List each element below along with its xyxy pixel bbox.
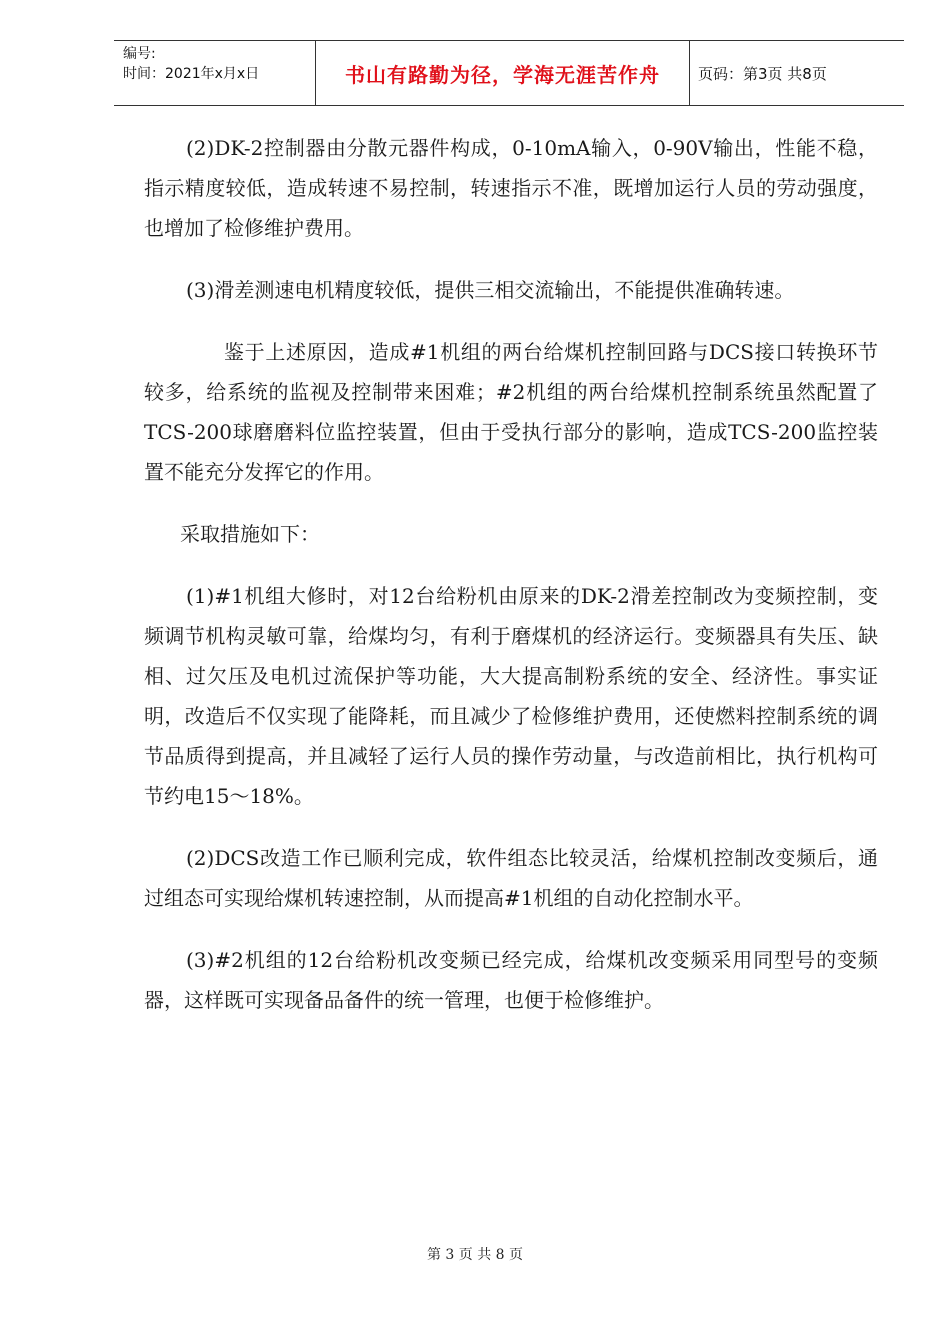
document-time-label: 时间：2021年x月x日 — [123, 66, 260, 82]
paragraph: (3)滑差测速电机精度较低，提供三相交流输出，不能提供准确转速。 — [186, 278, 795, 302]
header-motto: 书山有路勤为径，学海无涯苦作舟 — [316, 41, 690, 105]
header-meta — [114, 41, 316, 105]
paragraph: (1)#1机组大修时，对12台给粉机由原来的DK-2滑差控制改为变频控制，变频调节机构灵敏可靠，给煤均匀，有利于磨煤机的经济运行。变频器具有失压、缺相、过欠压及电机过流保护等功能，大大提高制粉系统的安全、经济性。事实证明，改造后不仅实现了能降耗，而且减少了检修维护费用，还使燃料控制系统的调节品质得到提高，并且减轻了运行人员的操作劳动量，与改造前相比，执行机构可节约电15～18%。 — [144, 584, 878, 808]
paragraph: 采取措施如下： — [180, 522, 320, 546]
page-footer: 第 3 页 共 8 页 — [426, 1247, 524, 1263]
paragraph: (2)DK-2控制器由分散元器件构成，0-10mA输入，0-90V输出，性能不稳，指示精度较低，造成转速不易控制，转速指示不准，既增加运行人员的劳动强度，也增加了检修维护费用。 — [144, 136, 878, 240]
document-number-label: 编号: — [123, 46, 156, 62]
paragraph: 鉴于上述原因，造成#1机组的两台给煤机控制回路与DCS接口转换环节较多，给系统的监视及控制带来困难；#2机组的两台给煤机控制系统虽然配置了TCS-200球磨磨料位监控装置，但由于受执行部分的影响，造成TCS-200监控装置不能充分发挥它的作用。 — [144, 340, 878, 484]
paragraph: (2)DCS改造工作已顺利完成，软件组态比较灵活，给煤机控制改变频后，通过组态可实现给煤机转速控制，从而提高#1机组的自动化控制水平。 — [144, 846, 878, 910]
header-page-info: 页码：第3页 共8页 — [698, 64, 827, 83]
page-header — [114, 40, 904, 106]
paragraph: (3)#2机组的12台给粉机改变频已经完成，给煤机改变频采用同型号的变频器，这样既可实现备品备件的统一管理，也便于检修维护。 — [144, 948, 878, 1012]
document-body — [144, 128, 878, 1042]
